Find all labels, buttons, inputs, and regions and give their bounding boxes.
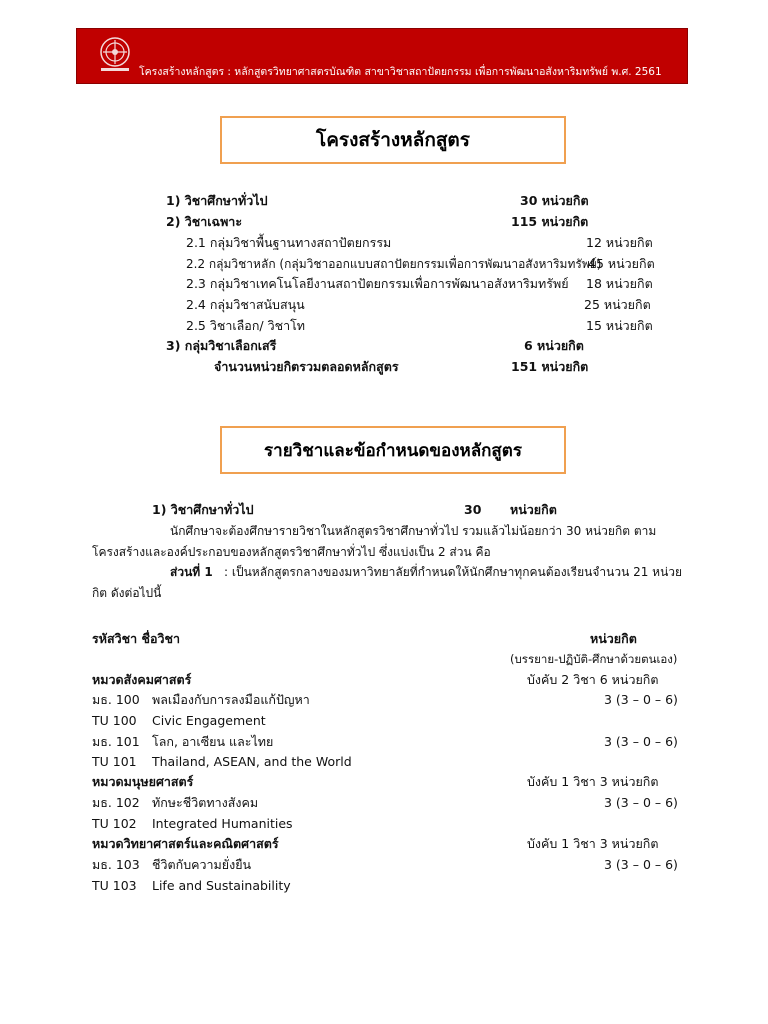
row-credits: 12 หน่วยกิต [586,235,653,250]
course-credits: 3 (3 – 0 – 6) [604,734,678,749]
row-credits: 18 หน่วยกิต [586,276,653,291]
course-code: TU 101 [92,754,137,769]
course-code: มธ. 102 [92,795,140,810]
part-label: ส่วนที่ 1 [170,565,213,579]
course-name: Life and Sustainability [152,878,291,893]
paragraph-line: นักศึกษาจะต้องศึกษารายวิชาในหลักสูตรวิชาศึกษาทั่วไป รวมแล้วไม่น้อยกว่า 30 หน่วยกิต ตาม [170,524,657,538]
group-requirement: บังคับ 2 วิชา 6 หน่วยกิต [527,672,659,687]
row-label: 3) กลุ่มวิชาเลือกเสรี [166,338,277,353]
row-label: 2.1 กลุ่มวิชาพื้นฐานทางสถาปัตยกรรม [186,235,392,250]
course-code: มธ. 101 [92,734,140,749]
section-heading-num: 30 [464,502,482,517]
row-label: 2.2 กลุ่มวิชาหลัก (กลุ่มวิชาออกแบบสถาปัตยกรรมเพื่อการพัฒนาอสังหาริมทรัพย์) [186,257,602,271]
paragraph-line: โครงสร้างและองค์ประกอบของหลักสูตรวิชาศึกษาทั่วไป ซึ่งแบ่งเป็น 2 ส่วน คือ [92,545,491,559]
row-credits: 45 หน่วยกิต [588,256,655,271]
row-credits: 115 หน่วยกิต [511,214,589,229]
group-name: หมวดสังคมศาสตร์ [92,672,192,687]
row-label: จำนวนหน่วยกิตรวมตลอดหลักสูตร [214,359,399,374]
group-requirement: บังคับ 1 วิชา 3 หน่วยกิต [527,836,659,851]
col-header-sub: (บรรยาย-ปฏิบัติ-ศึกษาด้วยตนเอง) [510,652,678,666]
course-credits: 3 (3 – 0 – 6) [604,795,678,810]
course-credits: 3 (3 – 0 – 6) [604,692,678,707]
course-name: พลเมืองกับการลงมือแก้ปัญหา [152,692,310,707]
section-heading-unit: หน่วยกิต [510,502,557,517]
group-name: หมวดมนุษยศาสตร์ [92,774,194,789]
row-label: 2.4 กลุ่มวิชาสนับสนุน [186,297,305,312]
course-name: โลก, อาเซียน และไทย [152,734,274,749]
course-credits: 3 (3 – 0 – 6) [604,857,678,872]
course-code: มธ. 103 [92,857,140,872]
col-header-credits: หน่วยกิต [590,631,637,646]
course-name: ชีวิตกับความยั่งยืน [152,857,252,872]
course-name: ทักษะชีวิตทางสังคม [152,795,259,810]
curriculum-structure-title: โครงสร้างหลักสูตร [220,116,566,164]
course-code: มธ. 100 [92,692,140,707]
course-code: TU 100 [92,713,137,728]
course-code: TU 103 [92,878,137,893]
course-requirements-title: รายวิชาและข้อกำหนดของหลักสูตร [220,426,566,474]
paragraph-line: กิต ดังต่อไปนี้ [92,586,162,600]
row-label: 2.3 กลุ่มวิชาเทคโนโลยีงานสถาปัตยกรรมเพื่อการพัฒนาอสังหาริมทรัพย์ [186,276,569,291]
section-heading-label: 1) วิชาศึกษาทั่วไป [152,502,254,517]
row-credits: 151 หน่วยกิต [511,359,589,374]
row-label: 2) วิชาเฉพาะ [166,214,243,229]
course-name: Integrated Humanities [152,816,293,831]
paragraph-line: : เป็นหลักสูตรกลางของมหาวิทยาลัยที่กำหนดให้นักศึกษาทุกคนต้องเรียนจำนวน 21 หน่วย [224,565,683,579]
row-credits: 15 หน่วยกิต [586,318,653,333]
group-requirement: บังคับ 1 วิชา 3 หน่วยกิต [527,774,659,789]
row-credits: 6 หน่วยกิต [524,338,584,353]
course-code: TU 102 [92,816,137,831]
row-label: 2.5 วิชาเลือก/ วิชาโท [186,318,306,333]
col-header-code-name: รหัสวิชา ชื่อวิชา [92,631,180,646]
row-credits: 25 หน่วยกิต [584,297,651,312]
university-seal-icon [95,35,135,75]
row-label: 1) วิชาศึกษาทั่วไป [166,193,268,208]
group-name: หมวดวิทยาศาสตร์และคณิตศาสตร์ [92,836,279,851]
page-header-banner [76,28,688,84]
course-name: Thailand, ASEAN, and the World [152,754,352,769]
row-credits: 30 หน่วยกิต [520,193,589,208]
header-title: โครงสร้างหลักสูตร : หลักสูตรวิทยาศาสตรบัณฑิต สาขาวิชาสถาปัตยกรรม เพื่อการพัฒนาอสังหาริมทรัพย์ พ.ศ. 2561 [139,66,662,78]
course-name: Civic Engagement [152,713,266,728]
